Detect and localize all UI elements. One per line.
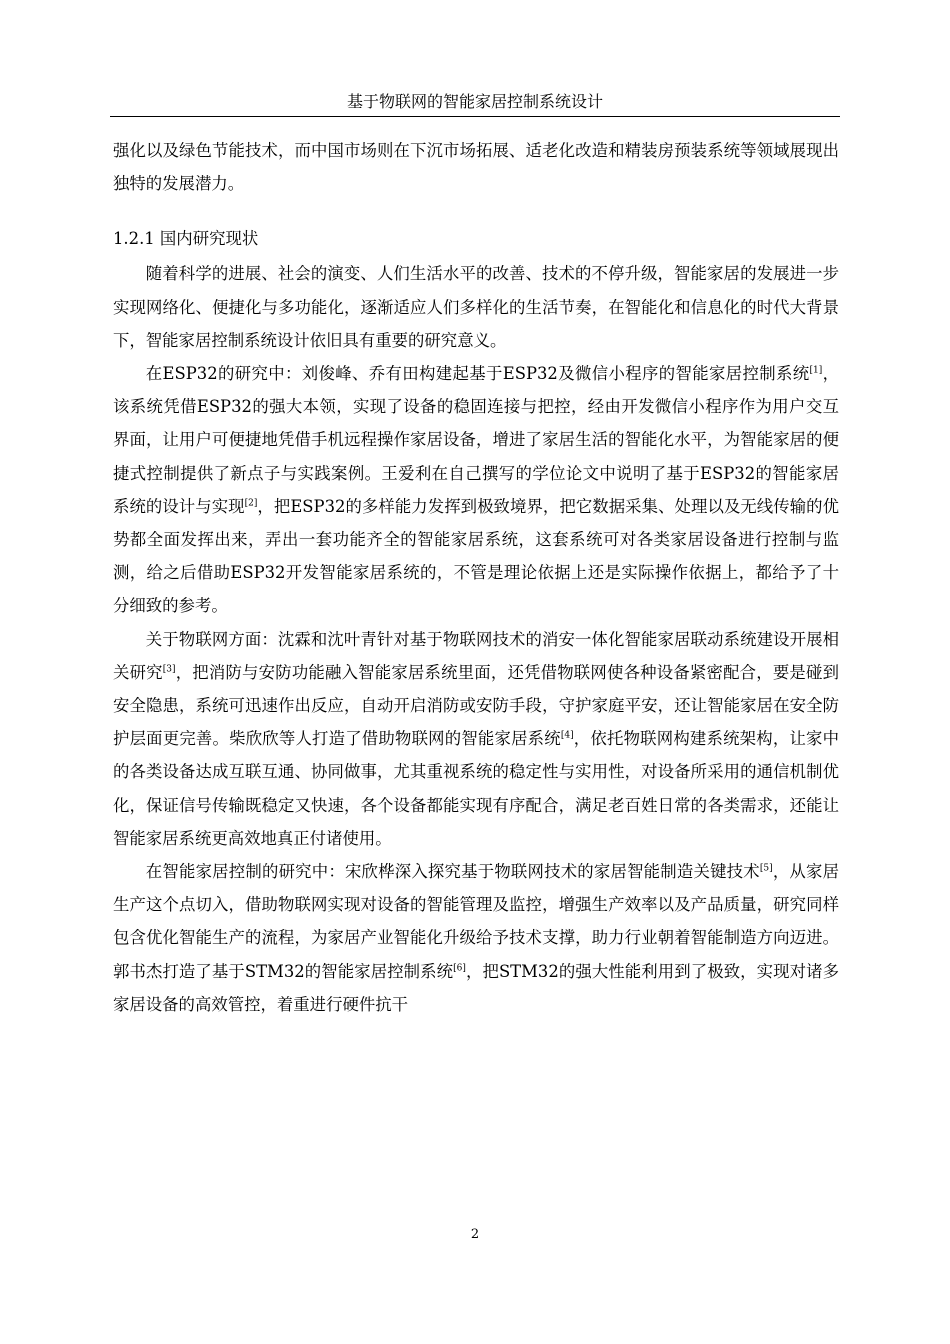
paragraph-2-text: ，该系统凭借ESP32的强大本领，实现了设备的稳固连接与把控，经由开发微信小程序作为用户交互界面，让用户可便捷地凭借手机远程操作家居设备，增进了家居生活的智能化水平，为智能家居的便捷式控制提供了新点子与实践案例。王爱利在自己撰写的学位论文中说明了基于ESP32的智能家居系统的设计与实现 [113, 364, 840, 516]
paragraph-3-text: 关于物联网方面：沈霖和沈叶青针对基于物联网技术的消安一体化智能家居联动系统建设开展相关研究 [113, 629, 839, 682]
paragraph-1: 随着科学的进展、社会的演变、人们生活水平的改善、技术的不停升级，智能家居的发展进一步实现网络化、便捷化与多功能化，逐渐适应人们多样化的生活节奏，在智能化和信息化的时代大背景下，智能家居控制系统设计依旧具有重要的研究意义。 [113, 264, 839, 350]
header-rule [110, 116, 840, 117]
citation-6: [6] [453, 962, 466, 973]
paragraph-2-text: 在ESP32的研究中：刘俊峰、乔有田构建起基于ESP32及微信小程序的智能家居控制系统 [145, 364, 810, 384]
paragraph-intro: 强化以及绿色节能技术，而中国市场则在下沉市场拓展、适老化改造和精装房预装系统等领域展现出独特的发展潜力。 [113, 141, 839, 194]
citation-1: [1] [809, 365, 823, 376]
paragraph-4-text: ，从家居生产这个点切入，借助物联网实现对设备的智能管理及监控，增强生产效率以及产品质量，研究同样包含优化智能生产的流程，为家居产业智能化升级给予技术支撑，助力行业朝着智能制造方向迈进。郭书杰打造了基于STM32的智能家居控制系统 [113, 862, 840, 981]
paragraph-2-text: ，把ESP32的多样能力发挥到极致境界，把它数据采集、处理以及无线传输的优势都全面发挥出来，弄出一套功能齐全的智能家居系统，这套系统可对各类家居设备进行控制与监测，给之后借助ESP32开发智能家居系统的，不管是理论依据上还是实际操作依据上，都给予了十分细致的参考。 [113, 496, 840, 616]
citation-4: [4] [560, 730, 574, 741]
body-text [113, 134, 839, 1021]
citation-5: [5] [759, 863, 773, 874]
paragraph-2 [113, 357, 839, 623]
section-heading: 1.2.1 国内研究现状 [113, 229, 259, 249]
paragraph-3 [113, 623, 839, 855]
paragraph-4-text: 在智能家居控制的研究中：宋欣桦深入探究基于物联网技术的家居智能制造关键技术 [145, 862, 760, 882]
paragraph-3-text: ，依托物联网构建系统架构，让家中的各类设备达成互联互通、协同做事，尤其重视系统的稳定性与实用性，对设备所采用的通信机制优化，保证信号传输既稳定又快速，各个设备都能实现有序配合，满足老百姓日常的各类需求，还能让智能家居系统更高效地真正付诸使用。 [113, 729, 840, 848]
paragraph-4-text: ，把STM32的强大性能利用到了极致，实现对诸多家居设备的高效管控，着重进行硬件抗干 [113, 961, 839, 1014]
paragraph-4 [113, 855, 839, 1021]
citation-2: [2] [244, 498, 258, 509]
citation-3: [3] [162, 664, 176, 675]
page-number: 2 [470, 1227, 480, 1242]
paragraph-3-text: ，把消防与安防功能融入智能家居系统里面，还凭借物联网使各种设备紧密配合，要是碰到安全隐患，系统可迅速作出反应，自动开启消防或安防手段，守护家庭平安，还让智能家居在安全防护层面更完善。柴欣欣等人打造了借助物联网的智能家居系统 [113, 662, 840, 749]
running-header: 基于物联网的智能家居控制系统设计 [346, 92, 603, 111]
